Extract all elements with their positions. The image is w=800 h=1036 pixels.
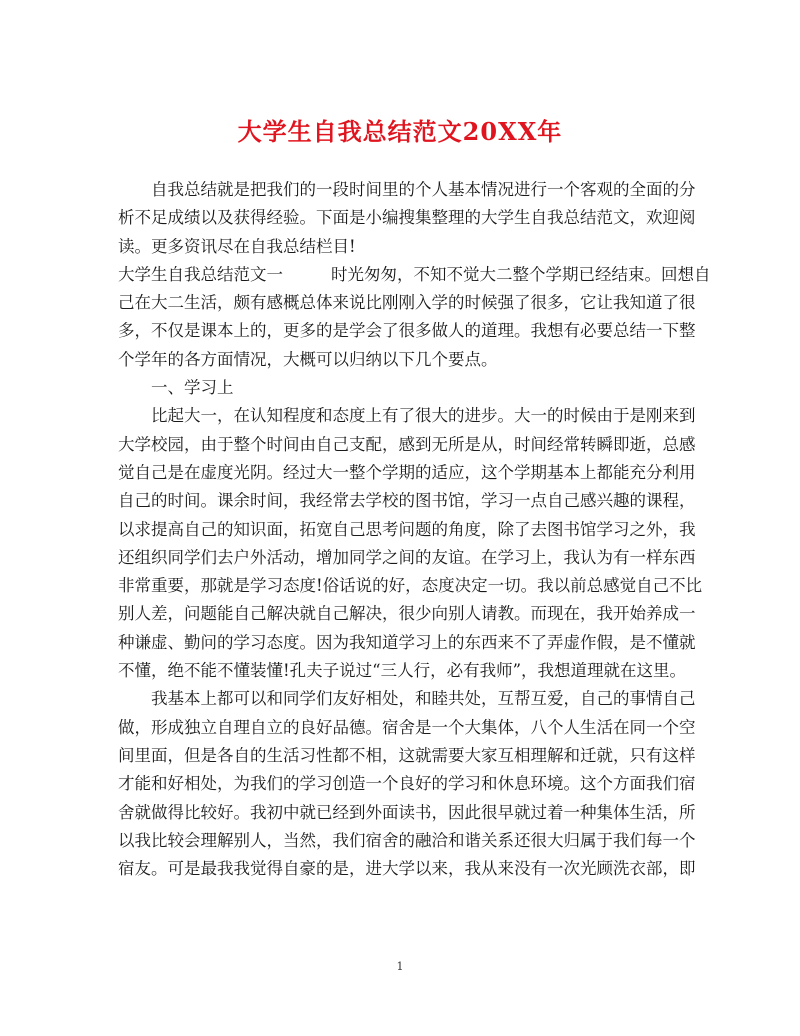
paragraph-line: 间里面，但是各自的生活习性都不相，这就需要大家互相理解和迁就，只有这样 <box>118 745 696 765</box>
paragraph-line: 做，形成独立自理自立的良好品德。宿舍是一个大集体，八个人生活在同一个空 <box>118 717 696 737</box>
paragraph-line: 别人差，问题能自己解决就自己解决，很少向别人请教。而现在，我开始养成一 <box>118 604 696 624</box>
paragraph-line: 觉自己是在虚度光阴。经过大一整个学期的适应，这个学期基本上都能充分利用 <box>118 462 696 482</box>
paragraph-line: 不懂，绝不能不懂装懂!孔夫子说过“三人行，必有我师”，我想道理就在这里。 <box>118 661 687 681</box>
paragraph-line: 我基本上都可以和同学们友好相处，和睦共处，互帮互爱，自己的事情自己 <box>151 689 696 709</box>
paragraph-line: 以求提高自己的知识面，拓宽自己思考问题的角度，除了去图书馆学习之外，我 <box>118 519 696 539</box>
paragraph-line: 比起大一，在认知程度和态度上有了很大的进步。大一的时候由于是刚来到 <box>151 406 696 426</box>
paragraph-line: 析不足成绩以及获得经验。下面是小编搜集整理的大学生自我总结范文，欢迎阅 <box>118 208 696 228</box>
paragraph-line: 还组织同学们去户外活动，增加同学之间的友谊。在学习上，我认为有一样东西 <box>118 547 696 567</box>
paragraph-line: 才能和好相处，为我们的学习创造一个良好的学习和休息环境。这个方面我们宿 <box>118 774 696 794</box>
paragraph-line: 个学年的各方面情况，大概可以归纳以下几个要点。 <box>118 349 498 369</box>
paragraph-line: 种谦虚、勤问的学习态度。因为我知道学习上的东西来不了弄虚作假，是不懂就 <box>118 632 696 652</box>
page-number: 1 <box>396 960 404 973</box>
paragraph-line: 自我总结就是把我们的一段时间里的个人基本情况进行一个客观的全面的分 <box>151 180 696 199</box>
paragraph-line: 多，不仅是课本上的，更多的是学会了很多做人的道理。我想有必要总结一下整 <box>118 321 696 341</box>
paragraph-line: 宿友。可是最我我觉得自豪的是，进大学以来，我从来没有一次光顾洗衣部，即 <box>118 859 696 879</box>
subsection-heading: 一、学习上 <box>151 378 234 398</box>
section-heading: 大学生自我总结范文一 <box>118 264 283 284</box>
paragraph-line: 自己的时间。课余时间，我经常去学校的图书馆，学习一点自己感兴趣的课程， <box>118 491 696 511</box>
paragraph-line: 己在大二生活，颇有感概总体来说比刚刚入学的时候强了很多，它让我知道了很 <box>118 293 696 313</box>
paragraph-line: 舍就做得比较好。我初中就已经到外面读书，因此很早就过着一种集体生活，所 <box>118 802 696 822</box>
paragraph-text: 时光匆匆，不知不觉大二整个学期已经结束。回想自 <box>331 264 711 284</box>
document-title: 大学生自我总结范文20XX年 <box>237 117 563 146</box>
document-body <box>118 176 711 883</box>
paragraph-line: 以我比较会理解别人，当然，我们宿舍的融洽和谐关系还很大归属于我们每一个 <box>118 830 696 850</box>
paragraph-line: 读。更多资讯尽在自我总结栏目! <box>118 236 356 256</box>
paragraph-line <box>118 261 711 289</box>
paragraph-line: 非常重要，那就是学习态度!俗话说的好，态度决定一切。我以前总感觉自己不比 <box>118 576 703 596</box>
paragraph-line: 大学校园，由于整个时间由自己支配，感到无所是从，时间经常转瞬即逝，总感 <box>118 434 696 454</box>
